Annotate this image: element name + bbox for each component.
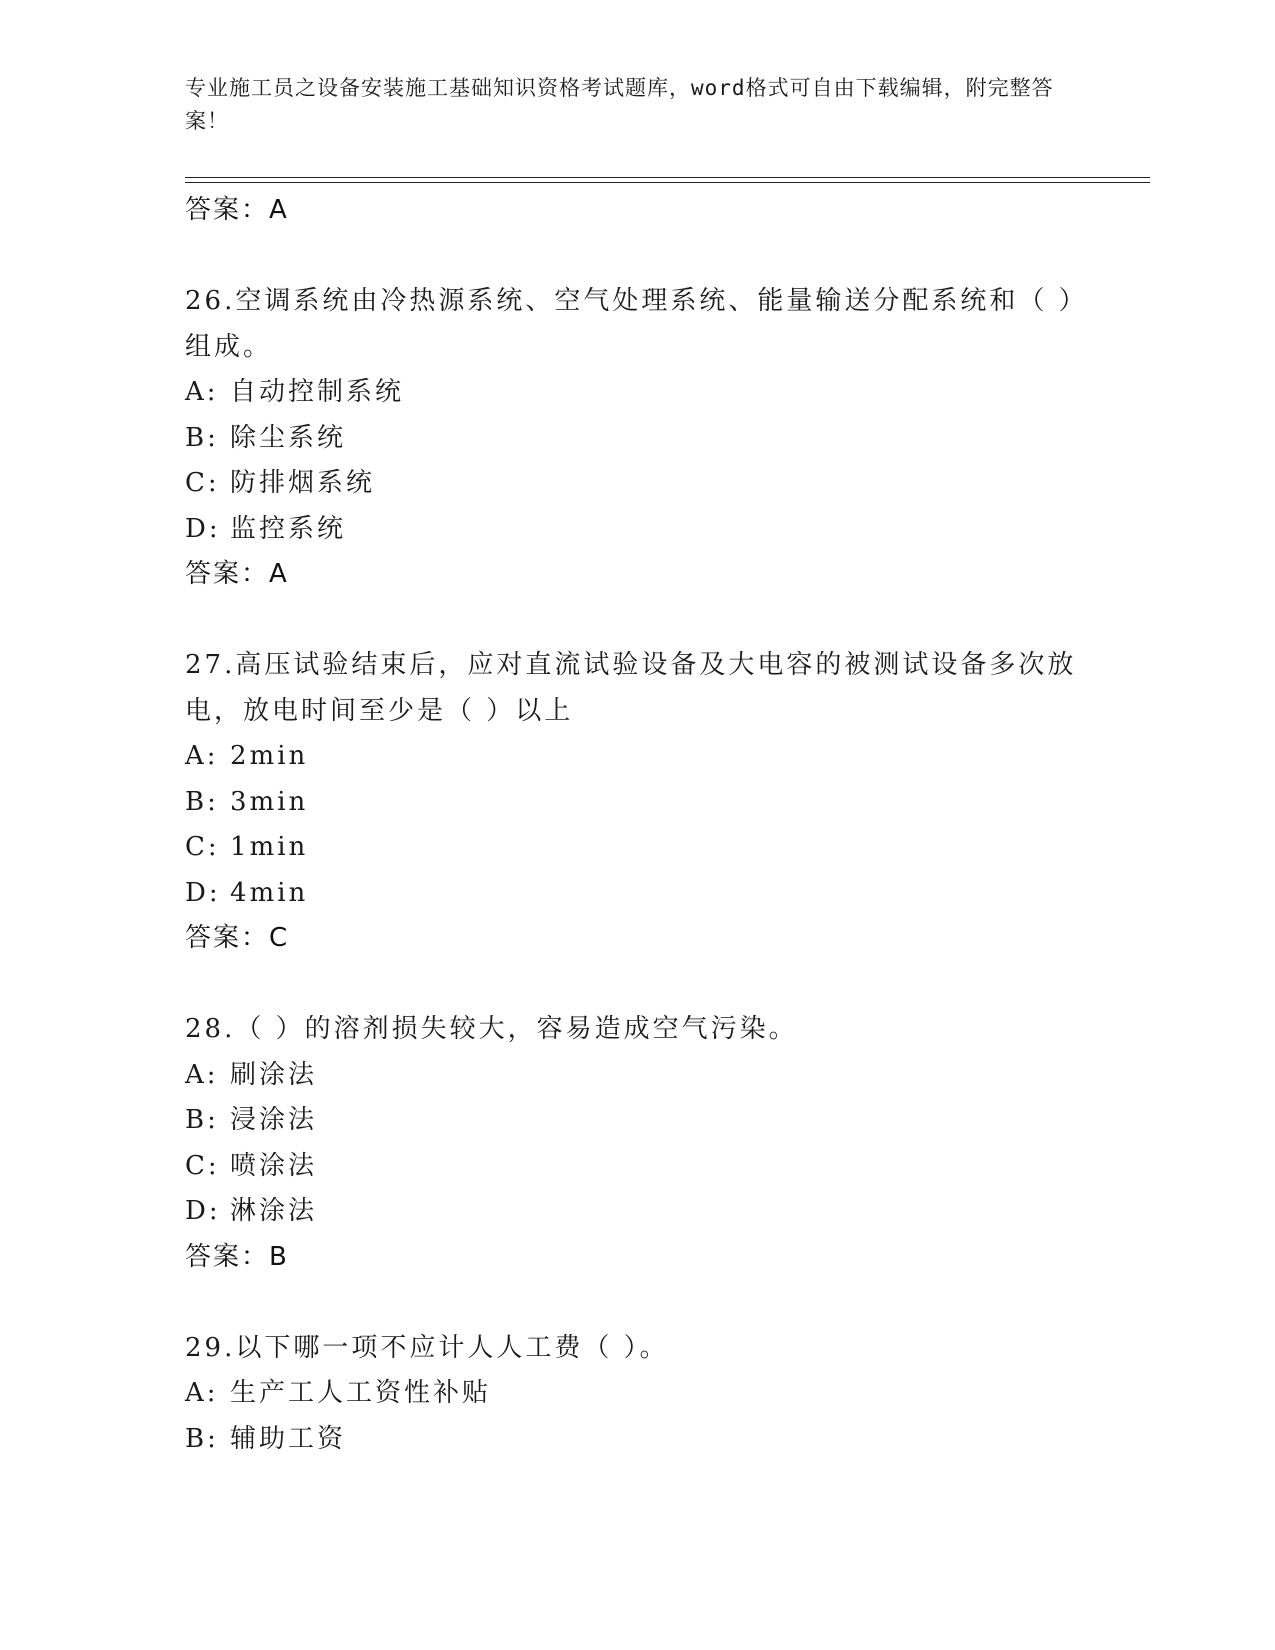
option-text: 4min: [230, 877, 309, 908]
option-text: 淋涂法: [230, 1196, 318, 1226]
option-letter: D:: [185, 1196, 221, 1226]
option-letter: C:: [185, 468, 220, 498]
option-d: [185, 1189, 1085, 1235]
answer-line: 答案：A: [185, 559, 289, 589]
option-text: 3min: [230, 786, 309, 817]
option-text: 刷涂法: [230, 1059, 318, 1090]
option-text: 防排烟系统: [230, 468, 376, 498]
option-letter: A:: [185, 377, 219, 407]
question-block: [185, 1007, 1085, 1280]
option-a: [185, 1371, 1085, 1417]
option-text: 生产工人工资性补贴: [230, 1378, 492, 1408]
option-letter: B:: [185, 1423, 219, 1454]
question-block: [185, 643, 1085, 961]
answer-line: 答案：B: [185, 1241, 289, 1272]
option-a: [185, 734, 1085, 780]
option-letter: B:: [185, 786, 219, 817]
option-letter: D:: [185, 513, 221, 544]
answer-line: 答案：C: [185, 923, 290, 953]
option-letter: B:: [185, 422, 219, 453]
option-d: [185, 507, 1085, 553]
question-stem: 26.空调系统由冷热源系统、空气处理系统、能量输送分配系统和（ ）组成。: [185, 286, 1075, 362]
option-text: 自动控制系统: [230, 377, 405, 407]
previous-answer: 答案：A: [185, 195, 289, 225]
option-text: 喷涂法: [230, 1150, 318, 1181]
header-rule-bottom: [185, 182, 1150, 183]
option-text: 监控系统: [230, 513, 347, 544]
option-d: [185, 871, 1085, 917]
option-text: 2min: [230, 741, 309, 771]
option-b: [185, 1098, 1085, 1144]
option-letter: C:: [185, 832, 220, 862]
option-letter: A:: [185, 1378, 219, 1408]
question-list: [185, 188, 1085, 1462]
option-letter: B:: [185, 1105, 219, 1135]
option-c: [185, 1144, 1085, 1190]
option-text: 浸涂法: [230, 1105, 318, 1135]
question-block: [185, 1326, 1085, 1463]
option-text: 1min: [230, 832, 309, 862]
header-rule-top: [185, 177, 1150, 178]
question-stem: 29.以下哪一项不应计人人工费（ ）。: [185, 1332, 669, 1363]
option-text: 除尘系统: [230, 422, 347, 453]
option-text: 辅助工资: [230, 1423, 347, 1454]
option-a: [185, 370, 1085, 416]
option-a: [185, 1053, 1085, 1099]
question-stem: 28.（ ）的溶剂损失较大，容易造成空气污染。: [185, 1014, 798, 1044]
option-letter: A:: [185, 741, 219, 771]
question-stem: 27.高压试验结束后，应对直流试验设备及大电容的被测试设备多次放电，放电时间至少是（ ）以上: [185, 650, 1077, 726]
option-letter: C:: [185, 1150, 220, 1181]
document-header: 专业施工员之设备安装施工基础知识资格考试题库，word格式可自由下载编辑，附完整答案！: [185, 76, 1054, 133]
option-c: [185, 461, 1085, 507]
option-c: [185, 825, 1085, 871]
option-b: [185, 1417, 1085, 1463]
option-letter: D:: [185, 877, 221, 908]
option-b: [185, 780, 1085, 826]
question-block: [185, 279, 1085, 597]
option-b: [185, 416, 1085, 462]
option-letter: A:: [185, 1059, 219, 1090]
